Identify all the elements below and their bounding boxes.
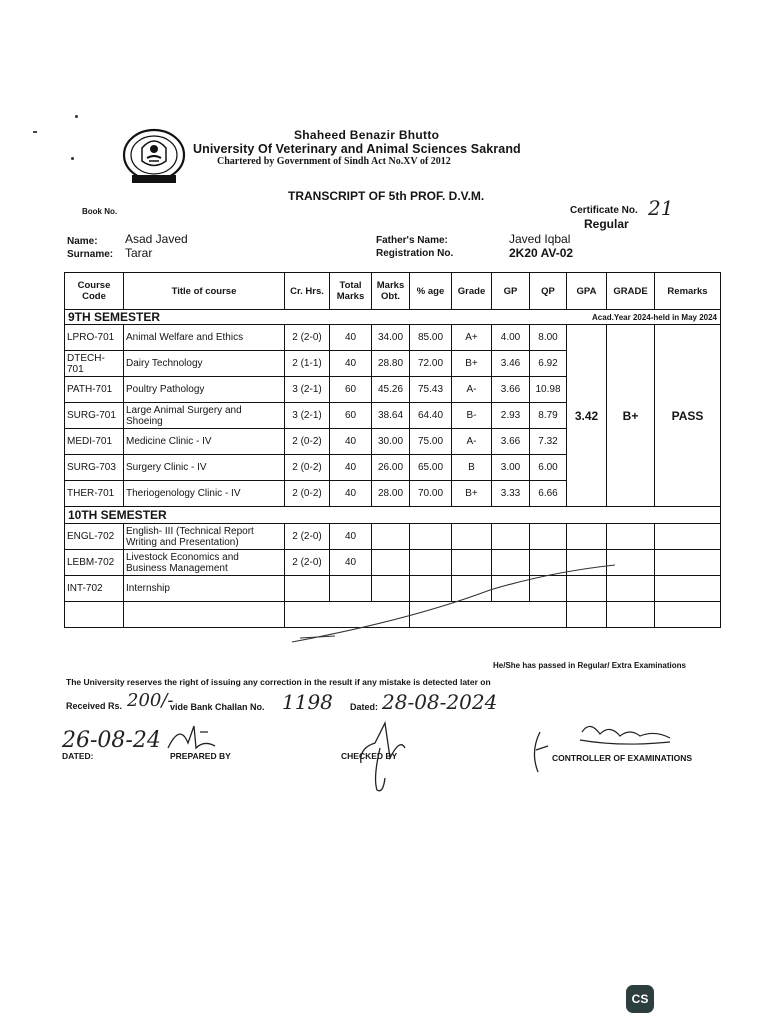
grade: A-: [452, 429, 492, 455]
challan-number: 1198: [282, 690, 333, 714]
total-marks: 60: [330, 403, 372, 429]
quality-points: 7.32: [530, 429, 567, 455]
marks-obtained: 34.00: [372, 325, 410, 351]
grade-points: 2.93: [492, 403, 530, 429]
course-code: PATH-701: [65, 377, 124, 403]
header-line-3: Chartered by Government of Sindh Act No.XV of 2012: [217, 156, 451, 167]
quality-points: 10.98: [530, 377, 567, 403]
credit-hours: 2 (0-2): [285, 481, 330, 507]
certificate-label: Certificate No.: [570, 205, 638, 216]
empty-cell: [530, 524, 567, 550]
header-total-marks: Total Marks: [330, 273, 372, 310]
quality-points: 8.79: [530, 403, 567, 429]
gpa-value: 3.42: [567, 325, 607, 507]
grade-points: 3.66: [492, 377, 530, 403]
course-code: SURG-701: [65, 403, 124, 429]
grade-points: 3.46: [492, 351, 530, 377]
credit-hours: 2 (1-1): [285, 351, 330, 377]
course-code: MEDI-701: [65, 429, 124, 455]
father-name: Javed Iqbal: [509, 232, 571, 246]
prepared-date-handwritten: 26-08-24: [62, 728, 161, 753]
course-title: Theriogenology Clinic - IV: [124, 481, 285, 507]
dated-label: Dated:: [350, 702, 379, 712]
marks-obtained: 30.00: [372, 429, 410, 455]
table-header-row: [65, 273, 721, 310]
percentage: 65.00: [410, 455, 452, 481]
marks-obtained: 28.00: [372, 481, 410, 507]
empty-cell: [372, 524, 410, 550]
overall-grade: B+: [607, 325, 655, 507]
course-title: Large Animal Surgery and Shoeing: [124, 403, 285, 429]
header-gpa: GPA: [567, 273, 607, 310]
cancel-strike-lines: [290, 560, 620, 650]
course-title: Dairy Technology: [124, 351, 285, 377]
received-label: Received Rs.: [66, 701, 123, 711]
scan-speck: [71, 157, 74, 160]
student-surname: Tarar: [125, 246, 153, 260]
name-label: Name:: [67, 236, 98, 247]
grade-points: 4.00: [492, 325, 530, 351]
registration-label: Registration No.: [376, 248, 454, 259]
credit-hours: 3 (2-1): [285, 403, 330, 429]
percentage: 75.00: [410, 429, 452, 455]
grade: B+: [452, 351, 492, 377]
student-name: Asad Javed: [125, 232, 188, 246]
semester-9-cell: [65, 310, 721, 325]
empty-cell: [410, 524, 452, 550]
quality-points: 6.66: [530, 481, 567, 507]
course-code: THER-701: [65, 481, 124, 507]
course-title: Livestock Economics and Business Management: [124, 550, 285, 576]
total-marks: 40: [330, 524, 372, 550]
empty-cell: [492, 524, 530, 550]
header-cr-hrs: Cr. Hrs.: [285, 273, 330, 310]
camscanner-badge[interactable]: CS: [626, 985, 654, 1013]
total-marks: 40: [330, 455, 372, 481]
total-marks: 40: [330, 481, 372, 507]
credit-hours: 2 (2-0): [285, 325, 330, 351]
course-title: Medicine Clinic - IV: [124, 429, 285, 455]
grade: B: [452, 455, 492, 481]
total-marks: 40: [330, 550, 372, 576]
course-title: Surgery Clinic - IV: [124, 455, 285, 481]
credit-hours: 2 (2-0): [285, 550, 330, 576]
controller-signature: [520, 712, 700, 782]
header-grade: Grade: [452, 273, 492, 310]
semester-10-row: [65, 507, 721, 524]
marks-obtained: 38.64: [372, 403, 410, 429]
empty-cell: [607, 524, 655, 550]
checked-by-signature: [355, 718, 415, 798]
quality-points: 6.92: [530, 351, 567, 377]
received-amount: 200/-: [127, 690, 174, 711]
total-marks: 40: [330, 351, 372, 377]
checked-by-label: CHECKED BY: [341, 751, 398, 761]
table-row: [65, 325, 721, 351]
registration-number: 2K20 AV-02: [509, 246, 574, 260]
book-no-label: Book No.: [82, 207, 118, 216]
table-row: [65, 524, 721, 550]
prepared-by-label: PREPARED BY: [170, 751, 231, 761]
header-overall-grade: GRADE: [607, 273, 655, 310]
controller-label: CONTROLLER OF EXAMINATIONS: [552, 753, 693, 763]
credit-hours: 2 (2-0): [285, 524, 330, 550]
semester-9-row: [65, 310, 721, 325]
marks-obtained: 26.00: [372, 455, 410, 481]
remarks-value: PASS: [655, 325, 721, 507]
course-code: INT-702: [65, 576, 124, 602]
percentage: 70.00: [410, 481, 452, 507]
course-code: SURG-703: [65, 455, 124, 481]
certificate-number: 21: [648, 196, 674, 220]
passed-note: He/She has passed in Regular/ Extra Examinations: [493, 661, 686, 670]
dated-footer-label: DATED:: [62, 751, 94, 761]
percentage: 72.00: [410, 351, 452, 377]
credit-hours: 2 (0-2): [285, 455, 330, 481]
total-marks: 40: [330, 325, 372, 351]
percentage: 75.43: [410, 377, 452, 403]
header-course-code: Course Code: [65, 273, 124, 310]
header-line-1: Shaheed Benazir Bhutto: [294, 128, 440, 142]
surname-label: Surname:: [67, 249, 114, 260]
header-marks-obt: Marks Obt.: [372, 273, 410, 310]
document-title: TRANSCRIPT OF 5th PROF. D.V.M.: [288, 189, 485, 203]
percentage: 64.40: [410, 403, 452, 429]
credit-hours: 3 (2-1): [285, 377, 330, 403]
header-percentage: % age: [410, 273, 452, 310]
course-code: ENGL-702: [65, 524, 124, 550]
grade-points: 3.33: [492, 481, 530, 507]
marks-obtained: 45.26: [372, 377, 410, 403]
academic-year-note: Acad.Year 2024-held in May 2024: [592, 313, 717, 322]
header-qp: QP: [530, 273, 567, 310]
certificate-status: Regular: [584, 217, 629, 231]
empty-cell: [452, 524, 492, 550]
empty-cell: [567, 524, 607, 550]
semester-9-label: 9TH SEMESTER: [68, 310, 161, 324]
dated-value: 28-08-2024: [382, 690, 498, 714]
empty-cell: [655, 550, 721, 576]
course-code: LPRO-701: [65, 325, 124, 351]
course-title: English- III (Technical Report Writing and Presentation): [124, 524, 285, 550]
course-title: Internship: [124, 576, 285, 602]
grade: B-: [452, 403, 492, 429]
grade-points: 3.00: [492, 455, 530, 481]
grade-points: 3.66: [492, 429, 530, 455]
reserve-note: The University reserves the right of issuing any correction in the result if any mistake is detected later on: [66, 677, 491, 687]
header-remarks: Remarks: [655, 273, 721, 310]
semester-10-label: 10TH SEMESTER: [65, 507, 721, 524]
quality-points: 6.00: [530, 455, 567, 481]
percentage: 85.00: [410, 325, 452, 351]
credit-hours: 2 (0-2): [285, 429, 330, 455]
challan-label: vide Bank Challan No.: [170, 702, 265, 712]
university-seal-logo: [122, 128, 186, 186]
prepared-by-signature: [160, 718, 230, 758]
scan-speck: [75, 115, 78, 118]
empty-cell: [655, 576, 721, 602]
header-line-2: University Of Veterinary and Animal Sciences Sakrand: [193, 142, 521, 156]
marks-obtained: 28.80: [372, 351, 410, 377]
course-code: DTECH-701: [65, 351, 124, 377]
course-title: Animal Welfare and Ethics: [124, 325, 285, 351]
header-title: Title of course: [124, 273, 285, 310]
total-marks: 40: [330, 429, 372, 455]
quality-points: 8.00: [530, 325, 567, 351]
scan-speck: [33, 131, 37, 133]
grade: A-: [452, 377, 492, 403]
grade: A+: [452, 325, 492, 351]
course-code: LEBM-702: [65, 550, 124, 576]
header-gp: GP: [492, 273, 530, 310]
father-name-label: Father's Name:: [376, 235, 448, 246]
course-title: Poultry Pathology: [124, 377, 285, 403]
total-marks: 60: [330, 377, 372, 403]
empty-cell: [655, 524, 721, 550]
grade: B+: [452, 481, 492, 507]
